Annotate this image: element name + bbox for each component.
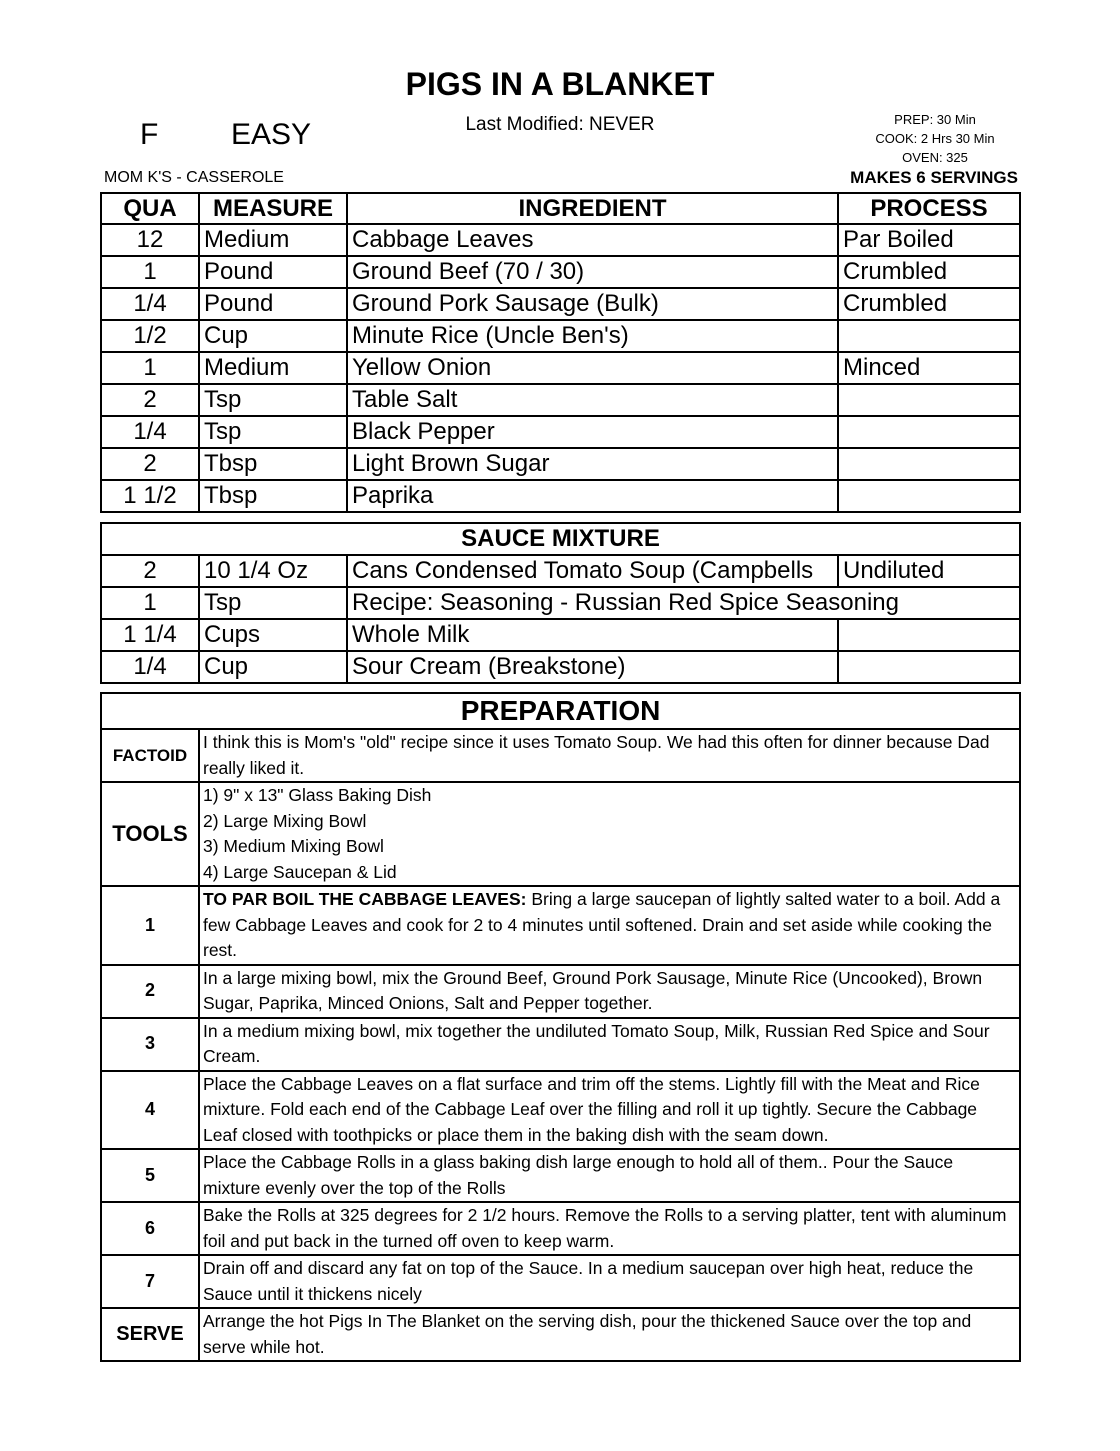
sauce-row [101,587,1020,619]
ingredient-process: Par Boiled [838,224,1020,256]
sauce-ingredient [347,619,838,651]
step-body: In a medium mixing bowl, mix together the undiluted Tomato Soup, Milk, Russian Red Spice and Sour Cream. [203,1020,990,1066]
step-text [199,886,1020,965]
step-body: Place the Cabbage Leaves on a flat surface and trim off the stems. Lightly fill with the Meat and Rice mixture. Fold each end of the Cabbage Leaf over the filling and roll it up tightly. Secure the Cabbage Leaf closed with toothpicks or place them in the baking dish with the seam down. [203,1073,980,1145]
sauce-process: Undiluted [838,555,1020,587]
step-text [199,1071,1020,1150]
sauce-row [101,619,1020,651]
ingredient-name: Ground Pork Sausage (Bulk) [347,288,838,320]
step-text [199,1255,1020,1308]
ingredient-measure: Tbsp [199,448,347,480]
step-row [101,1018,1020,1071]
ingredient-process [838,384,1020,416]
ingredient-row [101,448,1020,480]
sauce-measure: Cups [199,619,347,651]
difficulty: EASY [231,118,312,151]
sauce-ingredient [347,587,899,619]
sauce-table [100,522,1021,684]
sauce-qua: 1/4 [101,651,199,683]
step-row [101,886,1020,965]
ingredient-measure: Tsp [199,416,347,448]
step-number: 6 [101,1202,199,1255]
step-body: Arrange the hot Pigs In The Blanket on the serving dish, pour the thickened Sauce over the top and serve while hot. [203,1311,972,1357]
step-row [101,1071,1020,1150]
ingredient-qua: 1/2 [101,320,199,352]
ingredient-process [838,480,1020,512]
ingredient-name: Yellow Onion [347,352,838,384]
ingredient-measure: Tsp [199,384,347,416]
times-block [840,110,1030,167]
ingredient-process [838,448,1020,480]
ingredient-measure: Cup [199,320,347,352]
ingredient-qua: 1 [101,256,199,288]
last-modified: Last Modified: NEVER [465,114,655,135]
step-body: Drain off and discard any fat on top of the Sauce. In a medium saucepan over high heat, reduce the Sauce until it thickens nicely [203,1258,974,1304]
step-text [199,1018,1020,1071]
tool-item: 3) Medium Mixing Bowl [203,836,384,856]
sauce-ingredient-text: Recipe: Seasoning - Russian Red Spice Seasoning [352,589,899,616]
ingredient-measure: Medium [199,224,347,256]
ingredients-table [100,192,1021,513]
sauce-qua: 1 1/4 [101,619,199,651]
ingredient-row [101,352,1020,384]
preparation-table [100,692,1021,1362]
ingredient-process: Crumbled [838,256,1020,288]
prep-time: PREP: 30 Min [894,112,976,127]
step-row [101,1149,1020,1202]
ingredient-qua: 1/4 [101,416,199,448]
step-number: 1 [101,886,199,965]
header-qua: QUA [101,193,199,224]
ingredient-measure: Medium [199,352,347,384]
sauce-ingredient-text: Sour Cream (Breakstone) [352,653,626,680]
step-text [199,965,1020,1018]
ingredient-name: Cabbage Leaves [347,224,838,256]
ingredient-process: Crumbled [838,288,1020,320]
recipe-title: PIGS IN A BLANKET [405,66,715,102]
ingredient-qua: 2 [101,448,199,480]
sauce-process [838,619,1020,651]
tools-list [199,782,1020,886]
ingredient-process: Minced [838,352,1020,384]
factoid-label: FACTOID [101,729,199,782]
sauce-measure: 10 1/4 Oz [199,555,347,587]
ingredient-process [838,320,1020,352]
step-body: In a large mixing bowl, mix the Ground Beef, Ground Pork Sausage, Minute Rice (Uncooked), Brown Sugar, Paprika, Minced Onions, Salt and Pepper together. [203,967,983,1013]
ingredient-row [101,256,1020,288]
serve-label: SERVE [101,1308,199,1361]
step-row [101,1255,1020,1308]
ingredient-row [101,480,1020,512]
ingredient-row [101,288,1020,320]
factoid-row [101,729,1020,782]
sauce-measure: Cup [199,651,347,683]
ingredient-row [101,384,1020,416]
header-ingredient: INGREDIENT [347,193,838,224]
step-text [199,1149,1020,1202]
ingredient-measure: Tbsp [199,480,347,512]
ingredient-row [101,416,1020,448]
sauce-ingredient-text: Whole Milk [352,621,470,648]
sauce-ingredient [347,555,838,587]
step-number: 3 [101,1018,199,1071]
cook-time: COOK: 2 Hrs 30 Min [875,131,995,146]
ingredient-process [838,416,1020,448]
ingredient-name: Minute Rice (Uncle Ben's) [347,320,838,352]
category: MOM K'S - CASSEROLE [104,169,284,186]
ingredient-qua: 1 [101,352,199,384]
ingredient-name: Table Salt [347,384,838,416]
ingredient-qua: 12 [101,224,199,256]
sauce-ingredient [347,651,838,683]
step-text [199,1202,1020,1255]
step-number: 7 [101,1255,199,1308]
header-measure: MEASURE [199,193,347,224]
preparation-title: PREPARATION [101,693,1020,729]
tools-label: TOOLS [101,782,199,886]
sauce-qua: 1 [101,587,199,619]
ingredient-measure: Pound [199,288,347,320]
step-row [101,1308,1020,1361]
step-row [101,965,1020,1018]
step-body: Place the Cabbage Rolls in a glass baking dish large enough to hold all of them.. Pour the Sauce mixture evenly over the top of the Rolls [203,1152,954,1198]
header-process: PROCESS [838,193,1020,224]
ingredient-name: Ground Beef (70 / 30) [347,256,838,288]
oven-temp: OVEN: 325 [902,150,968,165]
tools-row [101,782,1020,886]
ingredient-measure: Pound [199,256,347,288]
sauce-process [838,651,1020,683]
step-row [101,1202,1020,1255]
sauce-ingredient-text: Cans Condensed Tomato Soup (Campbells [352,557,814,584]
sauce-title: SAUCE MIXTURE [101,523,1020,555]
ingredients-header-row [101,193,1020,224]
ingredient-name: Light Brown Sugar [347,448,838,480]
sauce-row [101,555,1020,587]
step-number: 4 [101,1071,199,1150]
sauce-measure: Tsp [199,587,347,619]
factoid-text: I think this is Mom's "old" recipe since it uses Tomato Soup. We had this often for dinner because Dad really liked it. [199,729,1020,782]
ingredient-qua: 1/4 [101,288,199,320]
grade: F [140,118,159,151]
ingredient-qua: 2 [101,384,199,416]
ingredient-name: Paprika [347,480,838,512]
sauce-row [101,651,1020,683]
ingredient-qua: 1 1/2 [101,480,199,512]
ingredient-row [101,224,1020,256]
tool-item: 4) Large Saucepan & Lid [203,861,397,882]
ingredient-name: Black Pepper [347,416,838,448]
tool-item: 2) Large Mixing Bowl [203,810,367,831]
sauce-qua: 2 [101,555,199,587]
servings: MAKES 6 SERVINGS [850,168,1018,187]
ingredient-row [101,320,1020,352]
step-body: Bake the Rolls at 325 degrees for 2 1/2 hours. Remove the Rolls to a serving platter, tent with aluminum foil and put back in the turned off oven to keep warm. [203,1205,1007,1251]
step-heading: TO PAR BOIL THE CABBAGE LEAVES: [203,889,527,909]
tool-item: 1) 9" x 13" Glass Baking Dish [203,785,432,805]
step-number: 2 [101,965,199,1018]
step-body: Bring a large saucepan of lightly salted water to a boil. Add a few Cabbage Leaves and cook for 2 to 4 minutes until softened. Drain and set aside while cooking the rest. [203,889,1001,960]
step-number: 5 [101,1149,199,1202]
step-text [199,1308,1020,1361]
